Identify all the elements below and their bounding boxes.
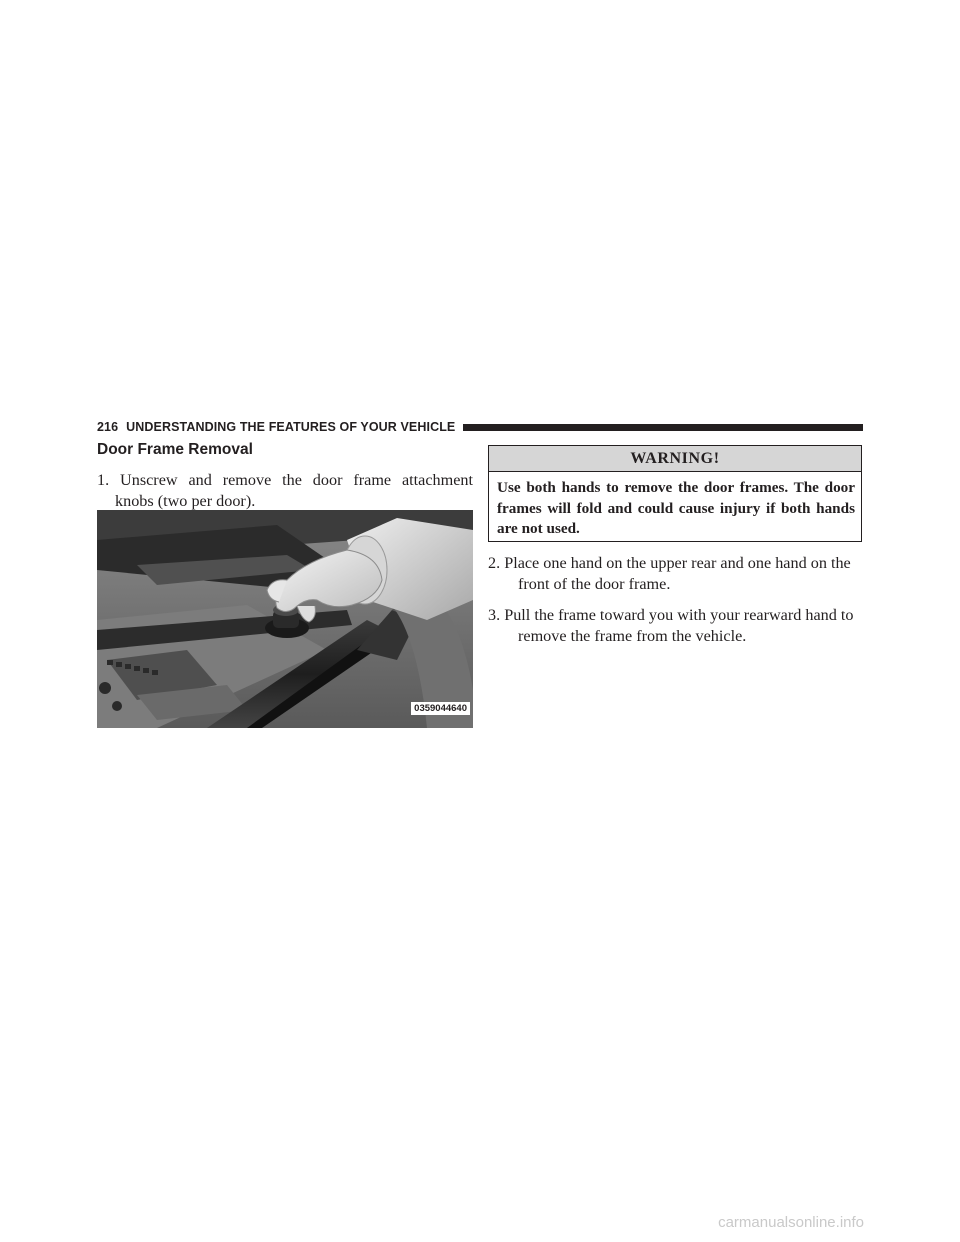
step-1-number: 1.	[97, 471, 110, 489]
door-frame-knob-photo	[97, 510, 473, 728]
photo-illustration	[97, 510, 473, 728]
step-3-line-2: remove the frame from the vehicle.	[518, 627, 747, 645]
step-1-line-2: knobs (two per door).	[115, 492, 256, 510]
section-title: Door Frame Removal	[97, 441, 253, 458]
step-3-line-1: 3. Pull the frame toward you with your rearward hand to	[488, 606, 854, 624]
figure-code: 0359044640	[411, 702, 470, 715]
step-1-line-1: 1. Unscrew and remove the door frame attachment	[97, 471, 473, 489]
warning-body	[489, 472, 861, 540]
warning-box	[488, 445, 862, 542]
step-3-number: 3.	[488, 606, 501, 624]
warning-line-1: Use both hands to remove the door frames. The door	[497, 479, 855, 496]
footer-watermark: carmanualsonline.info	[718, 1214, 864, 1231]
step-1	[97, 470, 473, 512]
warning-line-3: are not used.	[497, 520, 580, 537]
step-3	[488, 605, 863, 647]
step-2-number: 2.	[488, 554, 501, 572]
step-2	[488, 553, 863, 595]
step-2-line-2: front of the door frame.	[518, 575, 671, 593]
page-number: 216	[97, 420, 119, 434]
header-rule	[463, 424, 863, 431]
page-header	[97, 417, 863, 437]
chapter-title: UNDERSTANDING THE FEATURES OF YOUR VEHICLE	[126, 420, 456, 434]
warning-title: WARNING!	[489, 446, 861, 472]
step-2-line-1: 2. Place one hand on the upper rear and one hand on the	[488, 554, 851, 572]
warning-line-2: frames will fold and could cause injury if both hands	[497, 499, 855, 517]
